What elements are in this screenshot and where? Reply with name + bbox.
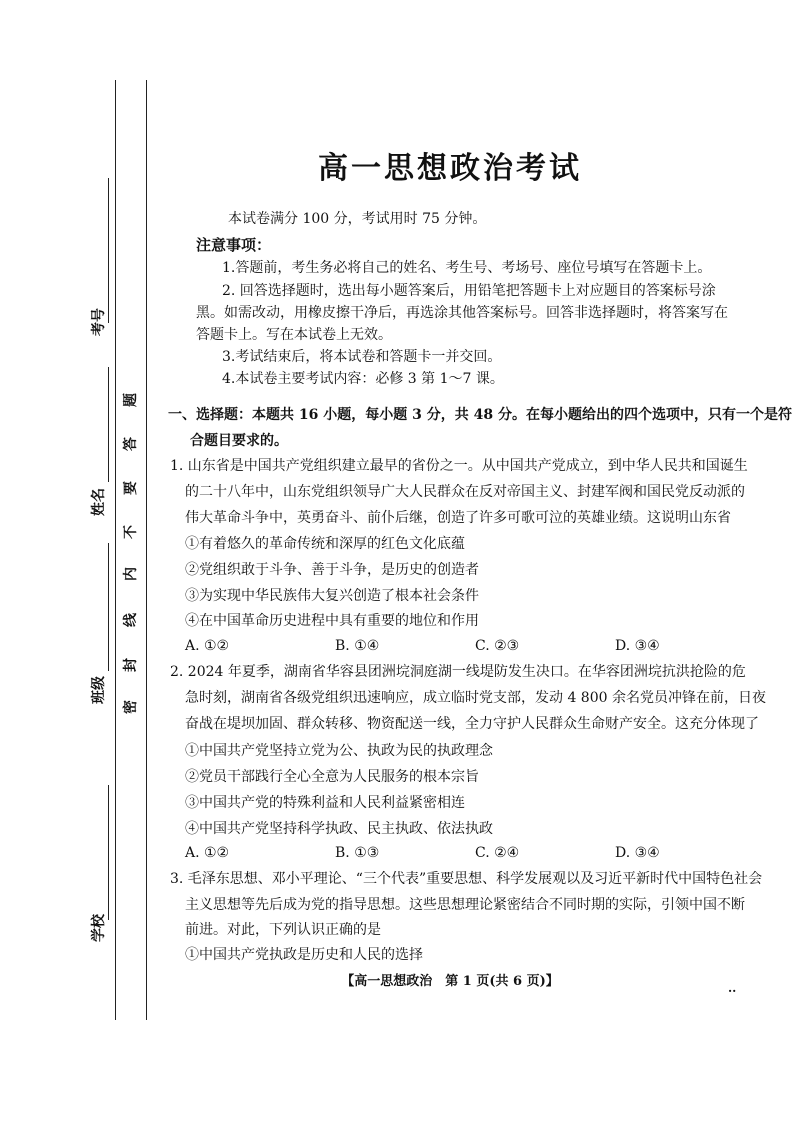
exam-no-label: 考号 [91, 308, 107, 336]
statement: ①中国共产党坚持立党为公、执政为民的执政理念 [185, 743, 493, 759]
notice-item: 2. 回答选择题时，选出每小题答案后，用铅笔把答题卡上对应题目的答案标号涂 [222, 283, 716, 299]
corner-mark: ·· [728, 984, 737, 998]
question-stem: 3. 毛泽东思想、邓小平理论、“三个代表”重要思想、科学发展观以及习近平新时代中国特色社会 [170, 871, 763, 887]
class-field-line [108, 543, 109, 671]
school-field-line [108, 785, 109, 920]
seal-char: 要 [123, 481, 139, 495]
option-d[interactable]: D. ③④ [615, 845, 660, 861]
statement: ①中国共产党执政是历史和人民的选择 [185, 947, 423, 963]
option-a[interactable]: A. ①② [185, 638, 230, 654]
option-c[interactable]: C. ②③ [475, 638, 520, 654]
option-b[interactable]: B. ①④ [335, 638, 380, 654]
question-stem: 奋战在堤坝加固、群众转移、物资配送一线，全力守护人民群众生命财产安全。这充分体现了 [185, 716, 759, 732]
seal-char: 线 [123, 613, 139, 627]
question-stem: 急时刻，湖南省各级党组织迅速响应，成立临时党支部，发动 4 800 余名党员冲锋在前，日夜 [185, 690, 766, 706]
notice-item: 3.考试结束后，将本试卷和答题卡一并交回。 [222, 349, 502, 365]
page-title: 高一思想政治考试 [318, 151, 582, 186]
statement: ②党员干部践行全心全意为人民服务的根本宗旨 [185, 769, 479, 785]
question-stem: 1. 山东省是中国共产党组织建立最早的省份之一。从中国共产党成立，到中华人民共和国诞生 [170, 458, 748, 474]
option-d[interactable]: D. ③④ [615, 638, 660, 654]
question-stem: 主义思想等先后成为党的指导思想。这些思想理论紧密结合不同时期的实际，引领中国不断 [185, 897, 745, 913]
statement: ①有着悠久的革命传统和深厚的红色文化底蕴 [185, 536, 465, 552]
seal-char: 题 [123, 393, 139, 407]
margin-rule-inner [146, 80, 147, 1020]
page-footer: 【高一思想政治 第 1 页(共 6 页)】 [341, 974, 559, 989]
option-b[interactable]: B. ①③ [335, 845, 380, 861]
question-stem: 的二十八年中，山东党组织领导广大人民群众在反对帝国主义、封建军阀和国民党反动派的 [185, 484, 745, 500]
notice-item: 1.答题前，考生务必将自己的姓名、考生号、考场号、座位号填写在答题卡上。 [222, 260, 712, 276]
subtitle: 本试卷满分 100 分，考试用时 75 分钟。 [228, 211, 487, 227]
name-label: 姓名 [91, 488, 107, 516]
seal-char: 答 [123, 437, 139, 451]
statement: ④在中国革命历史进程中具有重要的地位和作用 [185, 613, 479, 629]
seal-char: 密 [123, 700, 139, 714]
seal-char: 不 [123, 525, 139, 539]
name-field-line [108, 367, 109, 482]
margin-rule-outer [115, 80, 116, 1020]
class-label: 班级 [91, 676, 107, 704]
option-a[interactable]: A. ①② [185, 845, 230, 861]
notice-heading: 注意事项： [196, 236, 272, 254]
statement: ④中国共产党坚持科学执政、民主执政、依法执政 [185, 821, 493, 837]
section-heading-cont: 合题目要求的。 [190, 433, 288, 449]
notice-item: 4.本试卷主要考试内容：必修 3 第 1～7 课。 [222, 371, 504, 387]
question-stem: 伟大革命斗争中，英勇奋斗、前仆后继，创造了许多可歌可泣的英雄业绩。这说明山东省 [185, 510, 731, 526]
school-label: 学校 [91, 914, 107, 942]
notice-item: 答题卡上。写在本试卷上无效。 [196, 327, 392, 343]
question-stem: 前进。对此，下列认识正确的是 [185, 922, 381, 938]
section-heading: 一、选择题：本题共 16 小题，每小题 3 分，共 48 分。在每小题给出的四个选项中，只有一个是符 [168, 407, 792, 423]
option-c[interactable]: C. ②④ [475, 845, 520, 861]
notice-item: 黑。如需改动，用橡皮擦干净后，再选涂其他答案标号。回答非选择题时，将答案写在 [196, 305, 728, 321]
statement: ③为实现中华民族伟大复兴创造了根本社会条件 [185, 588, 479, 604]
exam-no-field-line [108, 178, 109, 323]
question-stem: 2. 2024 年夏季，湖南省华容县团洲垸洞庭湖一线堤防发生决口。在华容团洲垸抗洪抢险的危 [170, 664, 746, 680]
seal-char: 内 [123, 567, 139, 581]
statement: ②党组织敢于斗争、善于斗争，是历史的创造者 [185, 562, 479, 578]
statement: ③中国共产党的特殊利益和人民利益紧密相连 [185, 795, 465, 811]
seal-char: 封 [123, 658, 139, 672]
